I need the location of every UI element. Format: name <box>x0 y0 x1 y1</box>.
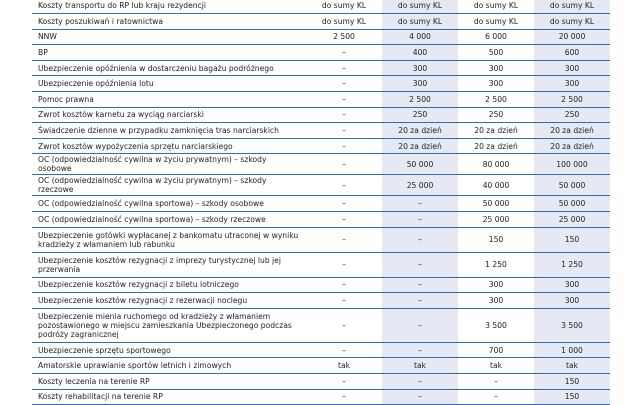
cell-variant-3: 1 250 <box>458 252 534 277</box>
cell-variant-3: 40 000 <box>458 175 534 196</box>
table-row <box>32 138 610 154</box>
cell-variant-1: tak <box>306 358 382 374</box>
cell-variant-1: – <box>306 76 382 92</box>
cell-variant-1: – <box>306 342 382 358</box>
row-label: OC (odpowiedzialność cywilna sportowa) – szkody rzeczowe <box>32 212 306 228</box>
row-label: Koszty rehabilitacji na terenie RP <box>32 389 306 405</box>
cell-variant-3: 300 <box>458 76 534 92</box>
cell-variant-2: 300 <box>382 76 458 92</box>
cell-variant-4: 100 000 <box>534 154 610 175</box>
cell-variant-3: – <box>458 374 534 390</box>
table-row <box>32 277 610 293</box>
table-row <box>32 227 610 252</box>
cell-variant-3: 150 <box>458 227 534 252</box>
cell-variant-4: 20 za dzień <box>534 123 610 139</box>
cell-variant-3: 2 500 <box>458 92 534 108</box>
cell-variant-3: tak <box>458 358 534 374</box>
cell-variant-4: 25 000 <box>534 212 610 228</box>
table-row <box>32 175 610 196</box>
cell-variant-2: 20 za dzień <box>382 138 458 154</box>
cell-variant-4: tak <box>534 358 610 374</box>
cell-variant-1: – <box>306 374 382 390</box>
cell-variant-1: – <box>306 277 382 293</box>
table-row <box>32 92 610 108</box>
cell-variant-1: – <box>306 138 382 154</box>
cell-variant-2: 400 <box>382 45 458 61</box>
cell-variant-4: do sumy KL <box>534 14 610 30</box>
cell-variant-4: 20 000 <box>534 29 610 45</box>
row-label: Ubezpieczenie kosztów rezygnacji z imprezy turystycznej lub jej przerwania <box>32 252 306 277</box>
cell-variant-1: – <box>306 92 382 108</box>
cell-variant-3: 700 <box>458 342 534 358</box>
table-row <box>32 45 610 61</box>
table-row <box>32 358 610 374</box>
row-label: Koszty transportu do RP lub kraju rezydencji <box>32 0 306 14</box>
table-row <box>32 60 610 76</box>
coverage-table <box>32 0 610 405</box>
table-row <box>32 29 610 45</box>
table-row <box>32 107 610 123</box>
cell-variant-3: 20 za dzień <box>458 138 534 154</box>
table-row <box>32 293 610 309</box>
cell-variant-4: 600 <box>534 45 610 61</box>
table-row <box>32 0 610 14</box>
row-label: Pomoc prawna <box>32 92 306 108</box>
row-label: Zwrot kosztów wypożyczenia sprzętu narciarskiego <box>32 138 306 154</box>
table-row <box>32 308 610 342</box>
table-row <box>32 252 610 277</box>
cell-variant-1: do sumy KL <box>306 14 382 30</box>
cell-variant-2: do sumy KL <box>382 0 458 14</box>
cell-variant-1: – <box>306 293 382 309</box>
row-label: Ubezpieczenie mienia ruchomego od kradzieży z włamaniem pozostawionego w miejscu zamieszkania Ubezpieczonego podczas podróży zagranicznej <box>32 308 306 342</box>
cell-variant-4: 2 500 <box>534 92 610 108</box>
cell-variant-1: – <box>306 123 382 139</box>
cell-variant-1: – <box>306 107 382 123</box>
row-label: Ubezpieczenie kosztów rezygnacji z biletu lotniczego <box>32 277 306 293</box>
cell-variant-3: – <box>458 389 534 405</box>
cell-variant-3: do sumy KL <box>458 14 534 30</box>
cell-variant-1: – <box>306 60 382 76</box>
cell-variant-2: 50 000 <box>382 154 458 175</box>
cell-variant-2: 25 000 <box>382 175 458 196</box>
row-label: Koszty poszukiwań i ratownictwa <box>32 14 306 30</box>
row-label: Świadczenie dzienne w przypadku zamknięcia tras narciarskich <box>32 123 306 139</box>
cell-variant-3: 300 <box>458 277 534 293</box>
cell-variant-4: 50 000 <box>534 175 610 196</box>
cell-variant-3: 500 <box>458 45 534 61</box>
cell-variant-4: do sumy KL <box>534 0 610 14</box>
cell-variant-1: – <box>306 389 382 405</box>
table-row <box>32 389 610 405</box>
cell-variant-4: 250 <box>534 107 610 123</box>
cell-variant-4: 1 000 <box>534 342 610 358</box>
cell-variant-1: – <box>306 227 382 252</box>
cell-variant-2: – <box>382 252 458 277</box>
row-label: Zwrot kosztów karnetu za wyciąg narciarski <box>32 107 306 123</box>
cell-variant-2: 2 500 <box>382 92 458 108</box>
cell-variant-4: 1 250 <box>534 252 610 277</box>
cell-variant-1: – <box>306 45 382 61</box>
cell-variant-3: 50 000 <box>458 196 534 212</box>
cell-variant-3: do sumy KL <box>458 0 534 14</box>
cell-variant-2: – <box>382 277 458 293</box>
table-row <box>32 212 610 228</box>
row-label: Ubezpieczenie gotówki wypłacanej z bankomatu utraconej w wyniku kradzieży z włamaniem lub rabunku <box>32 227 306 252</box>
cell-variant-2: – <box>382 227 458 252</box>
cell-variant-2: – <box>382 308 458 342</box>
cell-variant-1: 2 500 <box>306 29 382 45</box>
cell-variant-2: – <box>382 212 458 228</box>
cell-variant-2: 20 za dzień <box>382 123 458 139</box>
cell-variant-1: – <box>306 212 382 228</box>
table-row <box>32 342 610 358</box>
table-row <box>32 76 610 92</box>
cell-variant-3: 300 <box>458 60 534 76</box>
cell-variant-2: tak <box>382 358 458 374</box>
cell-variant-3: 6 000 <box>458 29 534 45</box>
cell-variant-2: 4 000 <box>382 29 458 45</box>
table-row <box>32 123 610 139</box>
table-row <box>32 196 610 212</box>
cell-variant-3: 250 <box>458 107 534 123</box>
cell-variant-4: 150 <box>534 389 610 405</box>
cell-variant-2: – <box>382 374 458 390</box>
cell-variant-2: – <box>382 389 458 405</box>
cell-variant-2: – <box>382 342 458 358</box>
cell-variant-4: 150 <box>534 227 610 252</box>
row-label: OC (odpowiedzialność cywilna w życiu prywatnym) – szkody rzeczowe <box>32 175 306 196</box>
cell-variant-4: 300 <box>534 293 610 309</box>
cell-variant-4: 300 <box>534 76 610 92</box>
coverage-table-body <box>32 0 610 405</box>
row-label: Amatorskie uprawianie sportów letnich i zimowych <box>32 358 306 374</box>
cell-variant-1: – <box>306 252 382 277</box>
row-label: Ubezpieczenie sprzętu sportowego <box>32 342 306 358</box>
cell-variant-3: 300 <box>458 293 534 309</box>
table-row <box>32 154 610 175</box>
cell-variant-2: 250 <box>382 107 458 123</box>
cell-variant-4: 150 <box>534 374 610 390</box>
row-label: OC (odpowiedzialność cywilna sportowa) – szkody osobowe <box>32 196 306 212</box>
cell-variant-2: – <box>382 293 458 309</box>
cell-variant-2: 300 <box>382 60 458 76</box>
cell-variant-1: – <box>306 196 382 212</box>
cell-variant-2: do sumy KL <box>382 14 458 30</box>
cell-variant-1: do sumy KL <box>306 0 382 14</box>
row-label: Ubezpieczenie kosztów rezygnacji z rezerwacji noclegu <box>32 293 306 309</box>
row-label: Ubezpieczenie opóźnienia lotu <box>32 76 306 92</box>
row-label: BP <box>32 45 306 61</box>
cell-variant-1: – <box>306 308 382 342</box>
row-label: Koszty leczenia na terenie RP <box>32 374 306 390</box>
cell-variant-4: 300 <box>534 60 610 76</box>
cell-variant-2: – <box>382 196 458 212</box>
cell-variant-3: 80 000 <box>458 154 534 175</box>
cell-variant-1: – <box>306 154 382 175</box>
cell-variant-1: – <box>306 175 382 196</box>
row-label: Ubezpieczenie opóźnienia w dostarczeniu bagażu podróżnego <box>32 60 306 76</box>
cell-variant-4: 3 500 <box>534 308 610 342</box>
cell-variant-4: 50 000 <box>534 196 610 212</box>
cell-variant-3: 3 500 <box>458 308 534 342</box>
row-label: NNW <box>32 29 306 45</box>
cell-variant-4: 300 <box>534 277 610 293</box>
row-label: OC (odpowiedzialność cywilna w życiu prywatnym) – szkody osobowe <box>32 154 306 175</box>
cell-variant-3: 25 000 <box>458 212 534 228</box>
table-row <box>32 374 610 390</box>
cell-variant-3: 20 za dzień <box>458 123 534 139</box>
cell-variant-4: 20 za dzień <box>534 138 610 154</box>
table-row <box>32 14 610 30</box>
